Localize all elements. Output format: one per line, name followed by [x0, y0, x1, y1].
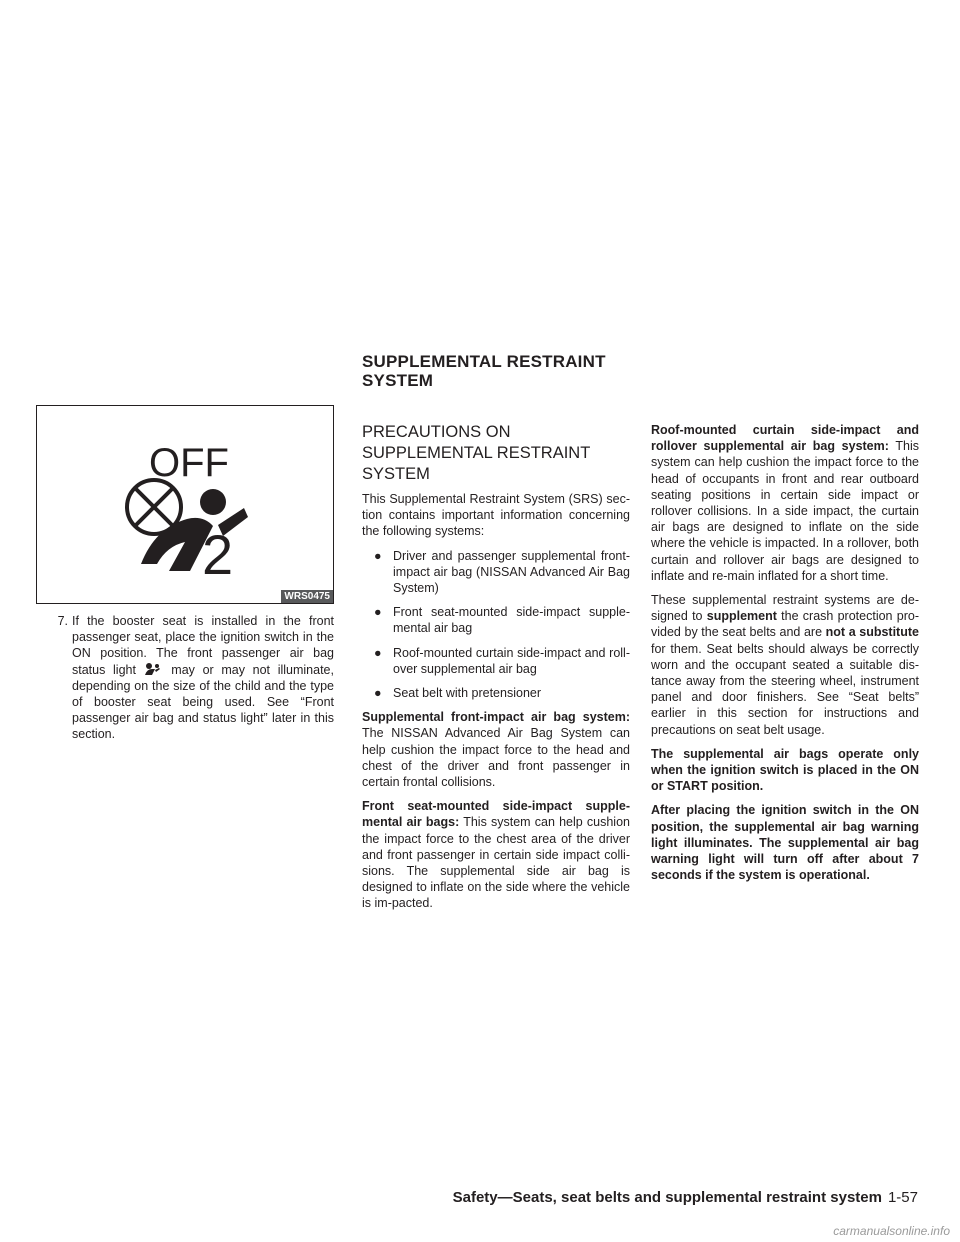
column-3 — [651, 422, 919, 891]
list-item — [362, 685, 630, 701]
side-impact-label: Front seat-mounted side-impact supple-mental air bags: — [362, 799, 630, 830]
supplement-text-1: These supplemental restraint systems are de-signed to — [651, 593, 919, 624]
operate-paragraph — [651, 746, 919, 795]
figure-code: WRS0475 — [281, 590, 333, 603]
page-number: 1-57 — [887, 1189, 918, 1206]
supplement-text-2: the crash protection pro-vided by the seat belts and are — [651, 609, 919, 640]
roof-curtain-label: Roof-mounted curtain side-impact and rollover supplemental air bag system: — [651, 423, 919, 454]
operate-text: The supplemental air bags operate only when the ignition switch is placed in the ON or START position. — [651, 746, 919, 794]
column-1 — [36, 613, 334, 751]
figure-seat-number: 2 — [202, 523, 234, 586]
front-impact-label: Supplemental front-impact air bag system: — [362, 710, 630, 725]
list-item-7 — [36, 613, 334, 743]
column-2 — [362, 422, 630, 920]
item-text-after-icon: may or may not illuminate, depending on the size of the child and the type of booster seat being used. See “Front passenger air bag and status light” later in this section. — [72, 662, 334, 742]
airbag-off-figure — [36, 405, 334, 604]
roof-curtain-paragraph — [651, 422, 919, 584]
airbag-status-light-icon — [144, 662, 164, 676]
list-item — [362, 645, 630, 677]
item-text-before-icon: If the booster seat is installed in the front passenger seat, place the ignition switch in the ON position. The front passenger air bag status light — [72, 614, 334, 677]
supplement-text-3: for them. Seat belts should always be correctly worn and the occupant seated a suitable dis-tance away from the steering wheel, instrument panel and door finishers. See “Seat belts” earlier in this section for instructions and precautions on seat belt usage. — [651, 641, 919, 737]
bullet-mark: ● — [374, 548, 382, 563]
footer-title: Safety—Seats, seat belts and supplemental restraint system — [452, 1189, 882, 1206]
supplement-paragraph — [651, 592, 919, 738]
section-heading-line1: SUPPLEMENTAL RESTRAINT — [362, 352, 606, 371]
page-footer — [453, 1189, 918, 1206]
front-impact-text: The NISSAN Advanced Air Bag System can help cushion the impact force to the head and chest of the driver and front passenger in certain frontal collisions. — [362, 726, 630, 790]
front-impact-paragraph — [362, 709, 630, 790]
bullet-mark: ● — [374, 645, 382, 660]
srs-intro: This Supplemental Restraint System (SRS) sec-tion contains important information concerning the following systems: — [362, 492, 630, 539]
supplement-bold-1: supplement — [706, 609, 777, 624]
warning-light-text: After placing the ignition switch in the ON position, the supplemental air bag warning light illuminates. The supplemental air bag warning light will turn off after about 7 seconds if the system is operational. — [651, 803, 919, 883]
side-impact-paragraph — [362, 798, 630, 911]
warning-light-paragraph — [651, 802, 919, 883]
side-impact-text: This system can help cushion the impact force to the chest area of the driver and front passenger in certain side impact colli-sions. The supplemental side air bag is designed to inflate on the side where the vehicle is im-pacted. — [362, 815, 630, 911]
bullet-mark: ● — [374, 605, 382, 620]
bullet-text: Seat belt with pretensioner — [393, 686, 542, 701]
item-number: 7. — [57, 614, 68, 628]
section-heading-line2: SYSTEM — [362, 371, 434, 390]
precautions-heading: PRECAUTIONS ON SUPPLEMENTAL RESTRAINT SYSTEM — [362, 423, 590, 483]
bullet-text: Driver and passenger supplemental front-impact air bag (NISSAN Advanced Air Bag System) — [393, 548, 630, 596]
list-item — [362, 548, 630, 597]
bullet-text: Front seat-mounted side-impact supple-mental air bag — [393, 605, 630, 636]
bullet-mark: ● — [374, 686, 382, 701]
section-heading — [362, 352, 662, 390]
systems-list — [362, 548, 630, 702]
list-item — [362, 604, 630, 636]
roof-curtain-text: This system can help cushion the impact force to the head of occupants in front and rear outboard seating positions in certain side impact or rollover collisions. In a side impact, the curtain air bags are designed to inflate on the side where the vehicle is impacted. In a rollover, both curtain and rollover air bags are designed to inflate and re-main inflated for a short time. — [651, 439, 920, 583]
bullet-text: Roof-mounted curtain side-impact and roll-over supplemental air bag — [393, 645, 630, 676]
figure-off-label: OFF — [149, 441, 229, 485]
supplement-bold-2: not a substitute — [825, 625, 919, 640]
watermark: carmanualsonline.info — [833, 1224, 950, 1238]
passenger-airbag-off-icon — [37, 406, 333, 603]
